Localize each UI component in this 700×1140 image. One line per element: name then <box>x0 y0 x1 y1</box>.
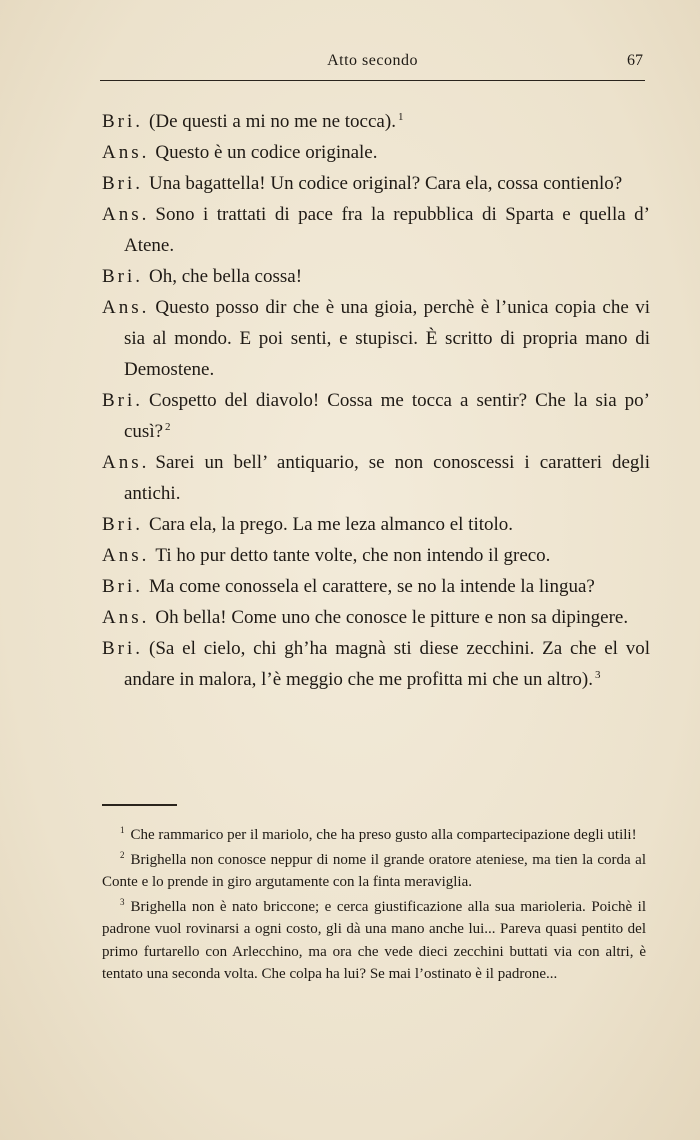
footnote-text: Brighella non conosce neppur di nome il grande oratore ateniese, ma tien la corda al Conte e lo prende in giro argutamente con la finta meraviglia. <box>102 851 646 890</box>
speaker-label: Ans. <box>102 204 150 225</box>
footnote-mark: 1 <box>120 825 125 835</box>
footnotes <box>102 824 646 988</box>
footnote <box>102 849 646 894</box>
speaker-label: Bri. <box>102 173 144 194</box>
footnote-text: Che rammarico per il mariolo, che ha preso gusto alla compartecipazione degli utili! <box>130 827 637 843</box>
footnote-mark: 3 <box>120 896 125 907</box>
footnote-reference: 3 <box>595 668 601 681</box>
speaker-label: Bri. <box>102 266 144 287</box>
footnote-mark: 2 <box>120 849 125 860</box>
dialogue-line <box>102 106 650 137</box>
dialogue-line <box>102 199 650 261</box>
footnote <box>102 896 646 986</box>
footnote-text: Brighella non è nato briccone; e cerca giustificazione alla sua marioleria. Poichè il padrone vuol rovinarsi a ogni costo, gli dà una mano anche lui... Pareva quasi pentito del primo furtarello con Arlecchino, ma ora che vede dieci zecchini buttati via con altri, è tentato una seconda volta. Che colpa ha lui? Se mai l’ostinato è il padrone... <box>102 898 646 982</box>
dialogue-text: Oh bella! Come uno che conosce le pitture e non sa dipingere. <box>155 607 629 628</box>
dialogue-line <box>102 447 650 509</box>
dialogue-text: Questo posso dir che è una gioia, perchè è l’unica copia che vi sia al mondo. E poi senti, e stupisci. È scritto di propria mano di Demostene. <box>124 297 650 380</box>
dialogue-text: Sarei un bell’ antiquario, se non conoscessi i caratteri degli antichi. <box>124 452 650 504</box>
header-rule <box>100 80 645 81</box>
dialogue-line <box>102 168 650 199</box>
speaker-label: Ans. <box>102 142 150 163</box>
dialogue-text: Questo è un codice originale. <box>155 142 378 163</box>
page-header <box>100 52 645 74</box>
speaker-label: Bri. <box>102 390 144 411</box>
dialogue-text: Sono i trattati di pace fra la repubblica di Sparta e quella d’ Atene. <box>124 204 650 256</box>
dialogue-text: Una bagattella! Un codice original? Cara ela, cossa contienlo? <box>149 173 623 194</box>
speaker-label: Ans. <box>102 545 150 566</box>
dialogue-text: (De questi a mi no me ne tocca). <box>149 111 396 132</box>
dialogue-line <box>102 509 650 540</box>
footnote <box>102 824 646 847</box>
dialogue-text: Cospetto del diavolo! Cossa me tocca a sentir? Che la sia po’ cusì? <box>124 390 650 442</box>
dialogue-text: Oh, che bella cossa! <box>149 266 303 287</box>
speaker-label: Ans. <box>102 297 150 318</box>
dialogue-line <box>102 633 650 695</box>
footnote-reference: 2 <box>165 420 171 433</box>
dialogue-text: (Sa el cielo, chi gh’ha magnà sti diese zecchini. Za che el vol andare in malora, l’è meggio che me profitta mi che un altro). <box>124 638 650 690</box>
speaker-label: Bri. <box>102 514 144 535</box>
page-number: 67 <box>627 52 643 69</box>
speaker-label: Ans. <box>102 607 150 628</box>
dialogue <box>102 106 650 695</box>
speaker-label: Bri. <box>102 111 144 132</box>
running-title: Atto secondo <box>327 52 418 69</box>
dialogue-text: Ma come conossela el carattere, se no la intende la lingua? <box>149 576 595 597</box>
speaker-label: Ans. <box>102 452 150 473</box>
speaker-label: Bri. <box>102 576 144 597</box>
speaker-label: Bri. <box>102 638 144 659</box>
dialogue-line <box>102 571 650 602</box>
dialogue-line <box>102 137 650 168</box>
dialogue-line <box>102 261 650 292</box>
dialogue-line <box>102 385 650 447</box>
dialogue-text: Cara ela, la prego. La me leza almanco el titolo. <box>149 514 514 535</box>
footnote-rule <box>102 804 177 806</box>
footnote-reference: 1 <box>397 110 404 123</box>
dialogue-line <box>102 602 650 633</box>
dialogue-text: Ti ho pur detto tante volte, che non intendo il greco. <box>155 545 551 566</box>
dialogue-line <box>102 540 650 571</box>
dialogue-line <box>102 292 650 385</box>
